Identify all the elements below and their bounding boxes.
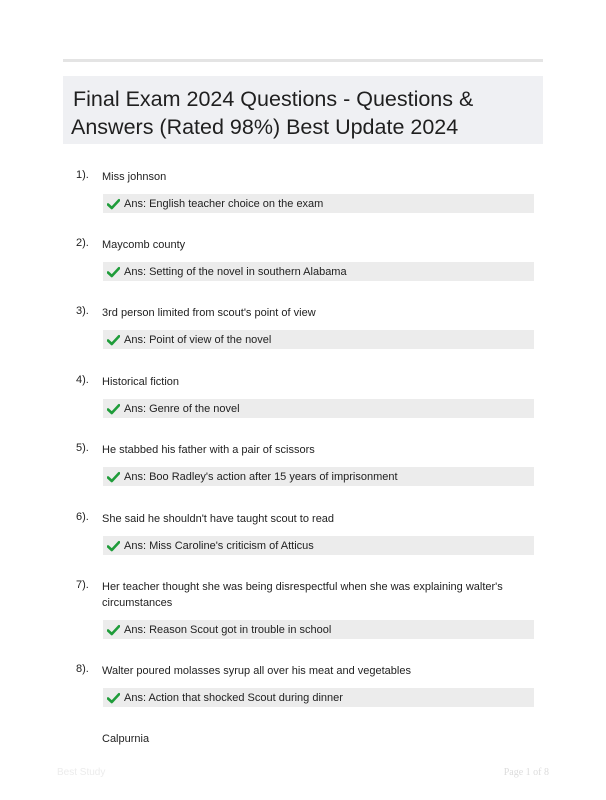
question-text: Maycomb county (102, 239, 186, 251)
page-title (71, 85, 531, 141)
answer-text: Ans: Reason Scout got in trouble in school (124, 623, 332, 636)
question-text: Historical fiction (102, 376, 180, 388)
answer-text: Ans: Setting of the novel in southern Alabama (124, 265, 347, 278)
answer-box (103, 194, 534, 213)
answer-box (103, 536, 534, 555)
question-text: 3rd person limited from scout's point of view (102, 307, 316, 319)
question-number: 5). (76, 442, 89, 454)
answer-text: Ans: Point of view of the novel (124, 333, 272, 346)
answer-text: Ans: Boo Radley's action after 15 years of imprisonment (124, 470, 398, 483)
question-number: 8). (76, 663, 89, 675)
answer-text: Ans: Genre of the novel (124, 402, 240, 415)
answer-box (103, 330, 534, 349)
answer-box (103, 262, 534, 281)
question-text: Her teacher thought she was being disrespectful when she was explaining walter's circumstances (102, 581, 503, 609)
answer-box (103, 688, 534, 707)
answer-box (103, 620, 534, 639)
page-title-line: Final Exam 2024 Questions - Questions & (73, 87, 474, 111)
question-text: Calpurnia (102, 733, 150, 745)
checkmark-icon (107, 266, 120, 278)
page-title-line: Answers (Rated 98%) Best Update 2024 (71, 115, 459, 139)
question-text: Miss johnson (102, 171, 167, 183)
answer-text: Ans: Miss Caroline's criticism of Atticus (124, 539, 314, 552)
question-number: 7). (76, 579, 89, 591)
checkmark-icon (107, 198, 120, 210)
page-number: Page 1 of 8 (503, 767, 549, 778)
footer-watermark: Best Study (57, 767, 106, 778)
checkmark-icon (107, 334, 120, 346)
question-number: 1). (76, 169, 89, 181)
checkmark-icon (107, 403, 120, 415)
question-number: 4). (76, 374, 89, 386)
checkmark-icon (107, 624, 120, 636)
answer-box (103, 399, 534, 418)
answer-text: Ans: Action that shocked Scout during dinner (124, 691, 343, 704)
checkmark-icon (107, 540, 120, 552)
question-text: Walter poured molasses syrup all over his meat and vegetables (102, 665, 411, 677)
question-number: 6). (76, 511, 89, 523)
answer-box (103, 467, 534, 486)
question-number: 3). (76, 305, 89, 317)
answer-text: Ans: English teacher choice on the exam (124, 197, 324, 210)
title-banner (63, 76, 543, 144)
question-number: 2). (76, 237, 89, 249)
top-divider (63, 59, 543, 62)
checkmark-icon (107, 692, 120, 704)
question-text: She said he shouldn't have taught scout to read (102, 513, 335, 525)
checkmark-icon (107, 471, 120, 483)
question-text: He stabbed his father with a pair of scissors (102, 444, 315, 456)
